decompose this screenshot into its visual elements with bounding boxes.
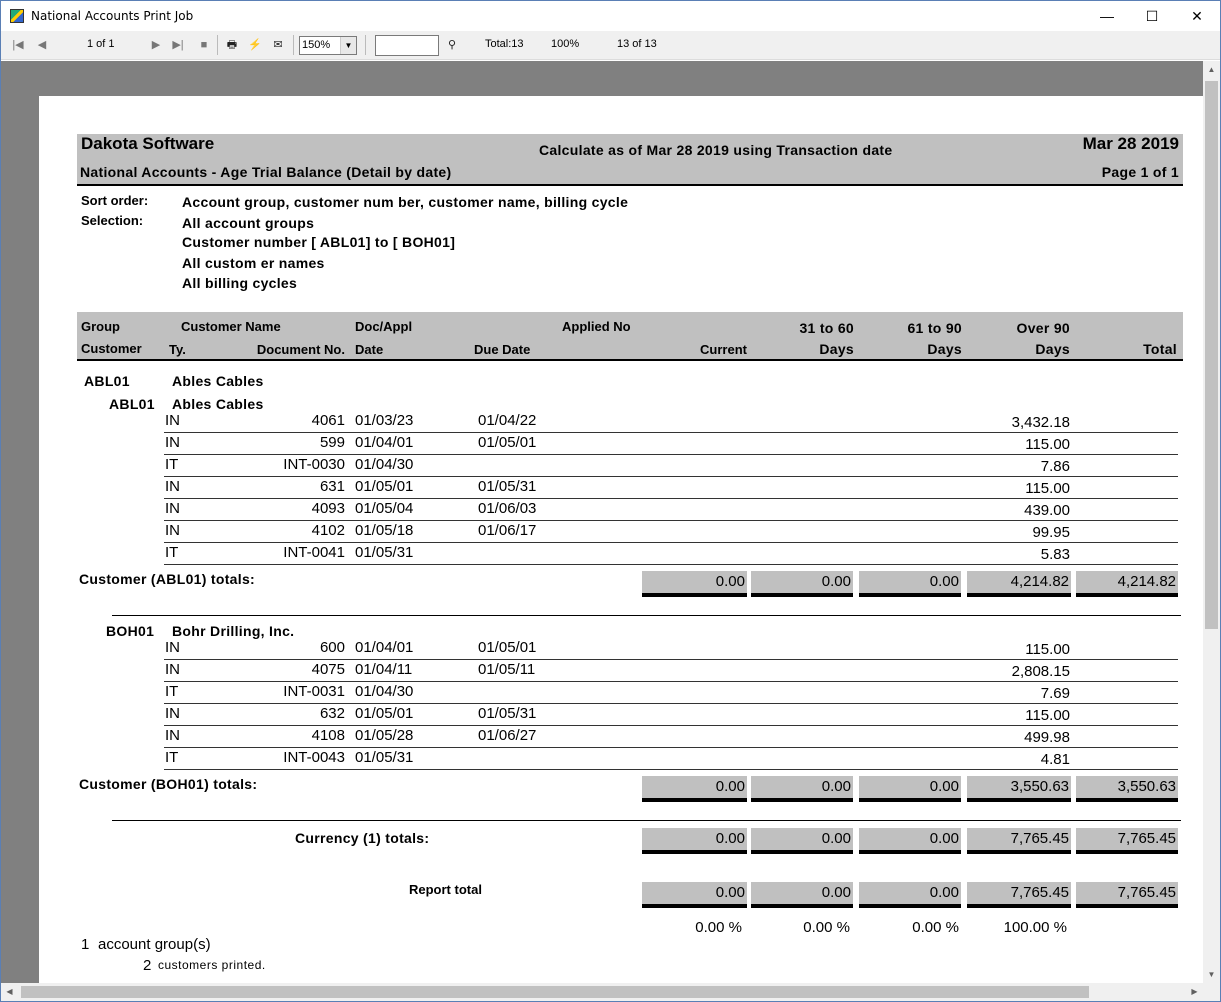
minimize-button[interactable]: — xyxy=(1100,8,1114,24)
row-date: 01/04/30 xyxy=(355,683,414,700)
section-divider xyxy=(112,615,1181,616)
total-double-rule xyxy=(859,593,961,597)
header-total: Total xyxy=(1143,341,1177,357)
selection-line: All billing cycles xyxy=(182,275,298,291)
row-divider xyxy=(164,520,1178,521)
total-cell: 0.00 xyxy=(859,828,961,850)
percent-over-90: 100.00 % xyxy=(1003,919,1067,936)
row-due-date: 01/05/31 xyxy=(478,478,537,495)
total-double-rule xyxy=(967,904,1071,908)
currency-totals-label: Currency (1) totals: xyxy=(295,830,430,846)
percent-current: 0.00 % xyxy=(695,919,742,936)
report-subtitle: National Accounts - Age Trial Balance (Detail by date) xyxy=(80,164,452,180)
row-divider xyxy=(164,659,1178,660)
scroll-corner xyxy=(1203,983,1220,1001)
groups-count: 1 xyxy=(81,936,90,953)
row-over-90: 3,432.18 xyxy=(1011,414,1070,431)
customer-name: Bohr Drilling, Inc. xyxy=(172,623,295,639)
search-input[interactable] xyxy=(375,35,439,56)
percent-31-60: 0.00 % xyxy=(803,919,850,936)
row-date: 01/04/01 xyxy=(355,639,414,656)
group-name: Ables Cables xyxy=(172,373,264,389)
row-divider xyxy=(164,542,1178,543)
row-divider xyxy=(164,432,1178,433)
total-cell: 0.00 xyxy=(859,776,961,798)
row-due-date: 01/05/31 xyxy=(478,705,537,722)
selection-label: Selection: xyxy=(81,213,144,228)
row-type: IN xyxy=(165,434,180,451)
row-divider xyxy=(164,769,1178,770)
header-doc-appl: Doc/Appl xyxy=(355,319,413,334)
export-icon[interactable]: ⚡ xyxy=(248,39,262,51)
vertical-scrollbar[interactable] xyxy=(1203,61,1220,983)
column-header-rule xyxy=(77,359,1183,361)
row-over-90: 7.69 xyxy=(1040,685,1070,702)
row-date: 01/05/01 xyxy=(355,478,414,495)
row-over-90: 5.83 xyxy=(1040,546,1070,563)
header-applied-no: Applied No xyxy=(562,319,631,334)
row-divider xyxy=(164,725,1178,726)
total-cell: 0.00 xyxy=(751,776,853,798)
toolbar xyxy=(1,31,1220,60)
row-type: IN xyxy=(165,661,180,678)
total-double-rule xyxy=(642,798,747,802)
total-double-rule xyxy=(1076,798,1178,802)
header-date: Date xyxy=(355,342,384,357)
total-cell: 0.00 xyxy=(859,882,961,904)
selection-line: All custom er names xyxy=(182,255,325,271)
header-current: Current xyxy=(700,342,747,357)
header-over-90: Over 90 xyxy=(1016,320,1070,336)
row-date: 01/03/23 xyxy=(355,412,414,429)
scroll-left-icon[interactable]: ◀ xyxy=(6,987,13,996)
selection-line: All account groups xyxy=(182,215,315,231)
report-page xyxy=(39,96,1203,983)
customer-code: BOH01 xyxy=(106,623,155,639)
total-double-rule xyxy=(1076,904,1178,908)
row-type: IT xyxy=(165,749,179,766)
report-viewer[interactable] xyxy=(1,61,1203,983)
section-divider xyxy=(112,820,1181,821)
header-ty: Ty. xyxy=(169,342,186,357)
row-divider xyxy=(164,564,1178,565)
row-date: 01/04/11 xyxy=(355,661,413,678)
row-over-90: 115.00 xyxy=(1025,436,1070,453)
toolbar-separator xyxy=(365,35,366,55)
row-type: IN xyxy=(165,522,180,539)
total-cell: 0.00 xyxy=(642,776,747,798)
header-customer-name: Customer Name xyxy=(181,319,281,334)
percent-label: 100% xyxy=(551,38,580,50)
window-title: National Accounts Print Job xyxy=(31,9,194,23)
total-cell: 0.00 xyxy=(751,882,853,904)
zoom-value: 150% xyxy=(302,39,331,51)
row-document-no: INT-0043 xyxy=(283,749,345,766)
toolbar-separator xyxy=(217,35,218,55)
mail-icon[interactable]: ✉ xyxy=(273,39,283,51)
row-due-date: 01/04/22 xyxy=(478,412,537,429)
count-label: 13 of 13 xyxy=(617,38,657,50)
total-double-rule xyxy=(1076,850,1178,854)
total-double-rule xyxy=(642,593,747,597)
header-31-60: 31 to 60 xyxy=(799,320,854,336)
group-code: ABL01 xyxy=(84,373,130,389)
last-page-icon[interactable]: ▶| xyxy=(172,39,184,51)
row-over-90: 115.00 xyxy=(1025,480,1070,497)
row-document-no: 4075 xyxy=(311,661,345,678)
scroll-right-icon[interactable]: ▶ xyxy=(1191,987,1198,996)
toolbar-separator xyxy=(293,35,294,55)
row-divider xyxy=(164,454,1178,455)
row-document-no: 4108 xyxy=(311,727,345,744)
stop-icon[interactable]: ■ xyxy=(200,39,208,51)
total-cell: 0.00 xyxy=(642,571,747,593)
row-date: 01/05/31 xyxy=(355,749,414,766)
groups-label: account group(s) xyxy=(98,936,211,953)
customer-totals-label: Customer (ABL01) totals: xyxy=(79,571,255,587)
row-document-no: 4093 xyxy=(311,500,345,517)
header-group: Group xyxy=(81,319,120,334)
row-type: IN xyxy=(165,639,180,656)
maximize-button[interactable]: ☐ xyxy=(1145,8,1159,24)
scroll-thumb[interactable] xyxy=(1205,81,1218,629)
row-over-90: 4.81 xyxy=(1040,751,1070,768)
row-type: IT xyxy=(165,456,179,473)
row-document-no: 632 xyxy=(319,705,345,722)
page-number: Page 1 of 1 xyxy=(1101,164,1179,180)
row-document-no: 4102 xyxy=(311,522,345,539)
total-cell: 3,550.63 xyxy=(967,776,1071,798)
row-document-no: 631 xyxy=(319,478,345,495)
total-double-rule xyxy=(642,850,747,854)
customer-code: ABL01 xyxy=(109,396,155,412)
total-cell: 0.00 xyxy=(751,828,853,850)
total-cell: 4,214.82 xyxy=(1076,571,1178,593)
row-date: 01/05/18 xyxy=(355,522,414,539)
row-type: IT xyxy=(165,544,179,561)
row-document-no: INT-0041 xyxy=(283,544,345,561)
row-date: 01/04/30 xyxy=(355,456,414,473)
row-type: IT xyxy=(165,683,179,700)
row-due-date: 01/06/03 xyxy=(478,500,537,517)
row-over-90: 2,808.15 xyxy=(1011,663,1070,680)
total-double-rule xyxy=(751,593,853,597)
title-bar xyxy=(1,1,1220,31)
report-total-label: Report total xyxy=(409,882,482,897)
header-document-no: Document No. xyxy=(256,342,345,357)
sort-value: Account group, customer num ber, customer name, billing cycle xyxy=(182,194,629,210)
total-double-rule xyxy=(859,798,961,802)
calc-note: Calculate as of Mar 28 2019 using Transaction date xyxy=(539,142,893,158)
row-type: IN xyxy=(165,705,180,722)
total-double-rule xyxy=(859,850,961,854)
total-double-rule xyxy=(751,798,853,802)
total-double-rule xyxy=(967,593,1071,597)
percent-61-90: 0.00 % xyxy=(912,919,959,936)
total-cell: 7,765.45 xyxy=(967,828,1071,850)
row-due-date: 01/06/27 xyxy=(478,727,537,744)
total-double-rule xyxy=(967,850,1071,854)
header-due-date: Due Date xyxy=(474,342,531,357)
row-divider xyxy=(164,476,1178,477)
print-icon[interactable]: 🖶 xyxy=(226,39,238,51)
row-document-no: 4061 xyxy=(311,412,345,429)
total-cell: 4,214.82 xyxy=(967,571,1071,593)
row-over-90: 7.86 xyxy=(1040,458,1070,475)
first-page-icon[interactable]: |◀ xyxy=(12,39,24,51)
total-double-rule xyxy=(642,904,747,908)
app-icon xyxy=(10,9,24,23)
row-divider xyxy=(164,681,1178,682)
total-cell: 7,765.45 xyxy=(1076,882,1178,904)
row-over-90: 99.95 xyxy=(1032,524,1070,541)
row-type: IN xyxy=(165,500,180,517)
total-cell: 3,550.63 xyxy=(1076,776,1178,798)
header-rule xyxy=(77,184,1183,186)
row-over-90: 439.00 xyxy=(1024,502,1070,519)
customer-name: Ables Cables xyxy=(172,396,264,412)
prev-page-icon[interactable]: ◀ xyxy=(37,39,47,51)
row-over-90: 115.00 xyxy=(1025,641,1070,658)
row-due-date: 01/05/01 xyxy=(478,639,537,656)
search-binoculars-icon[interactable]: ⚲ xyxy=(447,39,457,51)
customers-label: customers printed. xyxy=(158,958,266,972)
row-date: 01/05/28 xyxy=(355,727,414,744)
total-label: Total:13 xyxy=(485,38,524,50)
row-document-no: INT-0031 xyxy=(283,683,345,700)
row-date: 01/05/04 xyxy=(355,500,414,517)
selection-line: Customer number [ ABL01] to [ BOH01] xyxy=(182,234,456,250)
row-type: IN xyxy=(165,412,180,429)
total-double-rule xyxy=(751,850,853,854)
row-divider xyxy=(164,703,1178,704)
customer-totals-label: Customer (BOH01) totals: xyxy=(79,776,258,792)
row-date: 01/04/01 xyxy=(355,434,414,451)
scroll-down-icon[interactable]: ▼ xyxy=(1207,970,1216,979)
row-due-date: 01/05/11 xyxy=(478,661,536,678)
row-divider xyxy=(164,498,1178,499)
scroll-thumb[interactable] xyxy=(21,986,1089,998)
company-name: Dakota Software xyxy=(81,134,215,153)
row-date: 01/05/01 xyxy=(355,705,414,722)
total-double-rule xyxy=(751,904,853,908)
row-date: 01/05/31 xyxy=(355,544,414,561)
header-days: Days xyxy=(1035,341,1070,357)
row-over-90: 499.98 xyxy=(1024,729,1070,746)
header-days: Days xyxy=(819,341,854,357)
total-cell: 0.00 xyxy=(642,882,747,904)
total-cell: 7,765.45 xyxy=(1076,828,1178,850)
total-cell: 0.00 xyxy=(859,571,961,593)
page-indicator: 1 of 1 xyxy=(87,38,115,50)
total-double-rule xyxy=(967,798,1071,802)
row-document-no: 599 xyxy=(319,434,345,451)
row-type: IN xyxy=(165,478,180,495)
chevron-down-icon[interactable]: ▼ xyxy=(340,37,356,54)
total-cell: 0.00 xyxy=(642,828,747,850)
total-cell: 7,765.45 xyxy=(967,882,1071,904)
row-document-no: 600 xyxy=(319,639,345,656)
row-type: IN xyxy=(165,727,180,744)
total-double-rule xyxy=(859,904,961,908)
row-document-no: INT-0030 xyxy=(283,456,345,473)
header-days: Days xyxy=(927,341,962,357)
total-double-rule xyxy=(1076,593,1178,597)
horizontal-scrollbar[interactable] xyxy=(1,983,1203,1001)
row-over-90: 115.00 xyxy=(1025,707,1070,724)
header-61-90: 61 to 90 xyxy=(907,320,962,336)
row-due-date: 01/06/17 xyxy=(478,522,537,539)
report-date: Mar 28 2019 xyxy=(1082,134,1179,153)
row-divider xyxy=(164,747,1178,748)
total-cell: 0.00 xyxy=(751,571,853,593)
next-page-icon[interactable]: ▶ xyxy=(151,39,161,51)
row-due-date: 01/05/01 xyxy=(478,434,537,451)
header-customer: Customer xyxy=(81,341,142,356)
scroll-up-icon[interactable]: ▲ xyxy=(1207,65,1216,74)
customers-count: 2 xyxy=(143,957,152,974)
sort-label: Sort order: xyxy=(81,193,149,208)
zoom-select[interactable] xyxy=(299,36,357,55)
close-button[interactable]: ✕ xyxy=(1191,8,1203,24)
